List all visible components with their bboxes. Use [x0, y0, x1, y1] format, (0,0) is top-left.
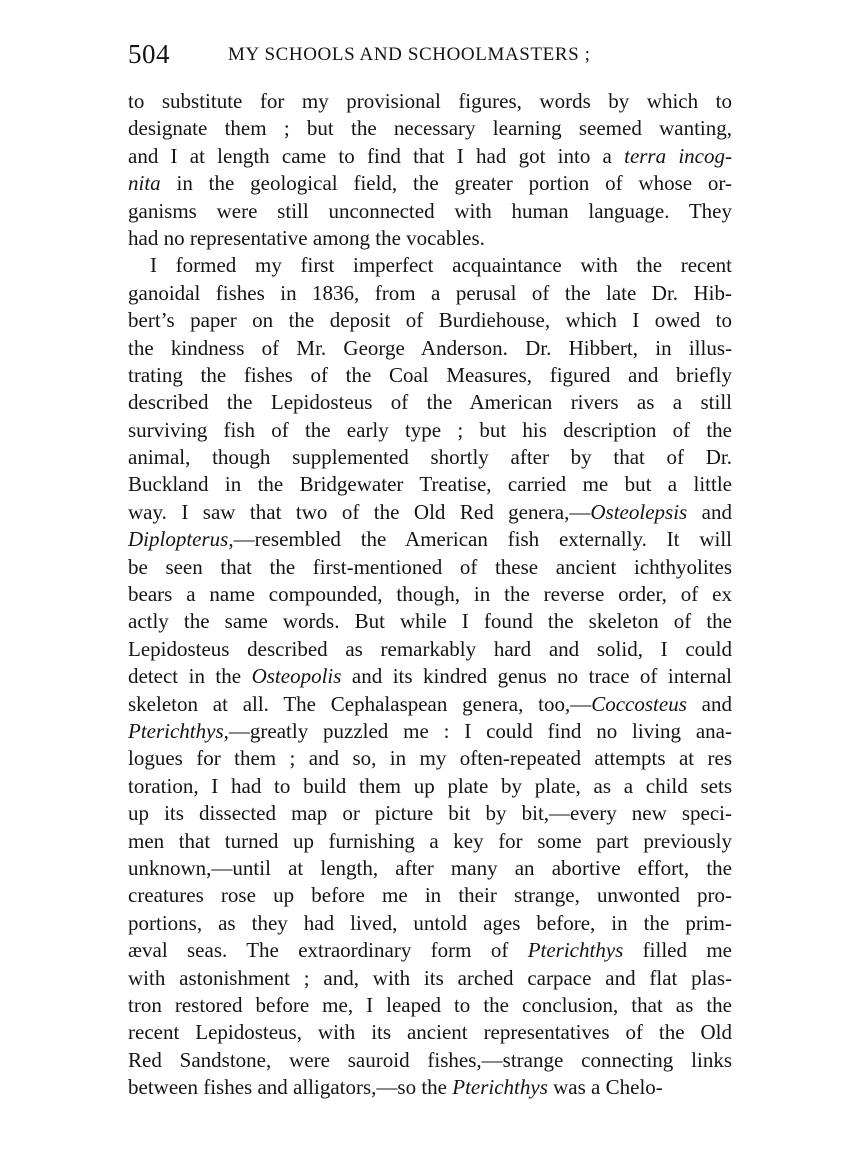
running-title: MY SCHOOLS AND SCHOOLMASTERS ; [228, 44, 591, 65]
text-span: I formed my first imperfect acquaintance with the recent [150, 253, 732, 278]
text-line [128, 581, 732, 608]
text-line [128, 718, 732, 745]
text-span: bert’s paper on the deposit of Burdiehouse, which I owed to [128, 308, 732, 333]
text-line [128, 992, 732, 1019]
running-head [128, 34, 738, 74]
text-line [128, 691, 732, 718]
text-span: surviving fish of the early type ; but his description of the [128, 417, 732, 442]
text-span: bears a name compounded, though, in the reverse order, of ex [128, 582, 732, 607]
text-span: unknown,—until at length, after many an abortive effort, the [128, 855, 732, 880]
text-span: recent Lepidosteus, with its ancient representatives of the Old [128, 1020, 732, 1045]
text-span: filled me [623, 938, 732, 963]
text-span: actly the same words. But while I found the skeleton of the [128, 609, 732, 634]
italic-text: terra incog- [624, 143, 732, 168]
italic-text: Pterichthys [452, 1075, 548, 1100]
text-span: Red Sandstone, were sauroid fishes,—strange connecting links [128, 1047, 732, 1072]
text-span: and [686, 691, 732, 716]
text-span: toration, I had to build them up plate by plate, as a child sets [128, 773, 732, 798]
text-line [128, 937, 732, 964]
text-line [128, 636, 732, 663]
text-span: ,—greatly puzzled me : I could find no living ana- [223, 718, 732, 743]
text-line [128, 1019, 732, 1046]
text-line [128, 965, 732, 992]
text-line [128, 252, 732, 279]
text-line [128, 115, 732, 142]
text-span: detect in the [128, 664, 252, 689]
text-span: up its dissected map or picture bit by bit,—every new speci- [128, 801, 732, 826]
text-span: the kindness of Mr. George Anderson. Dr. Hibbert, in illus- [128, 335, 732, 360]
text-line [128, 471, 732, 498]
text-line [128, 608, 732, 635]
text-line [128, 773, 732, 800]
text-span: Buckland in the Bridgewater Treatise, carried me but a little [128, 472, 732, 497]
text-span: and [687, 499, 732, 524]
text-line [128, 225, 732, 252]
text-span: be seen that the first-mentioned of these ancient ichthyolites [128, 554, 732, 579]
text-line [128, 800, 732, 827]
text-span: was a Chelo- [547, 1075, 663, 1100]
text-span: trating the fishes of the Coal Measures, figured and briefly [128, 362, 732, 387]
italic-text: Pterichthys [527, 938, 624, 963]
text-line [128, 362, 732, 389]
text-line [128, 417, 732, 444]
text-span: skeleton at all. The Cephalaspean genera, too,— [128, 691, 592, 716]
text-span: Lepidosteus described as remarkably hard and solid, I could [128, 636, 732, 661]
italic-text: Pterichthys [128, 718, 224, 743]
text-line [128, 88, 732, 115]
text-line [128, 499, 732, 526]
text-line [128, 170, 732, 197]
text-span: way. I saw that two of the Old Red genera,— [128, 499, 591, 524]
text-span: animal, though supplemented shortly after by that of Dr. [128, 445, 732, 470]
text-span: men that turned up furnishing a key for some part previously [128, 828, 732, 853]
text-line [128, 307, 732, 334]
italic-text: Diplopterus [128, 527, 229, 552]
text-line [128, 663, 732, 690]
text-span: and its kindred genus no trace of internal [341, 664, 732, 689]
text-span: with astonishment ; and, with its arched carpace and flat plas- [128, 965, 732, 990]
text-span: logues for them ; and so, in my often-repeated attempts at res [128, 746, 732, 771]
text-span: had no representative among the vocables. [128, 225, 485, 250]
text-line [128, 855, 732, 882]
text-span: described the Lepidosteus of the American rivers as a still [128, 390, 732, 415]
text-line [128, 526, 732, 553]
text-span: ,—resembled the American fish externally. It will [228, 527, 732, 552]
text-span: ganisms were still unconnected with human language. They [128, 198, 732, 223]
text-span: between fishes and alligators,—so the [128, 1075, 453, 1100]
text-span: portions, as they had lived, untold ages before, in the prim- [128, 910, 732, 935]
page-number: 504 [128, 39, 170, 69]
italic-text: nita [128, 171, 161, 196]
text-line [128, 882, 732, 909]
text-line [128, 198, 732, 225]
text-line [128, 280, 732, 307]
italic-text: Osteopolis [251, 664, 342, 689]
italic-text: Osteolepsis [590, 499, 688, 524]
text-span: to substitute for my provisional figures, words by which to [128, 89, 732, 113]
text-span: tron restored before me, I leaped to the conclusion, that as the [128, 992, 732, 1017]
text-line [128, 1074, 732, 1101]
text-line [128, 335, 732, 362]
text-line [128, 444, 732, 471]
text-span: æval seas. The extraordinary form of [128, 938, 528, 963]
body-text [128, 88, 732, 1101]
text-line [128, 554, 732, 581]
text-line [128, 1047, 732, 1074]
italic-text: Coccosteus [591, 691, 687, 716]
text-span: and I at length came to find that I had got into a [128, 143, 625, 168]
text-span: creatures rose up before me in their strange, unwonted pro- [128, 883, 732, 908]
text-line [128, 143, 732, 170]
text-line [128, 745, 732, 772]
text-line [128, 389, 732, 416]
text-line [128, 828, 732, 855]
text-line [128, 910, 732, 937]
text-span: ganoidal fishes in 1836, from a perusal of the late Dr. Hib- [128, 280, 732, 305]
text-span: designate them ; but the necessary learning seemed wanting, [128, 116, 732, 141]
text-span: in the geological field, the greater portion of whose or- [160, 171, 732, 196]
